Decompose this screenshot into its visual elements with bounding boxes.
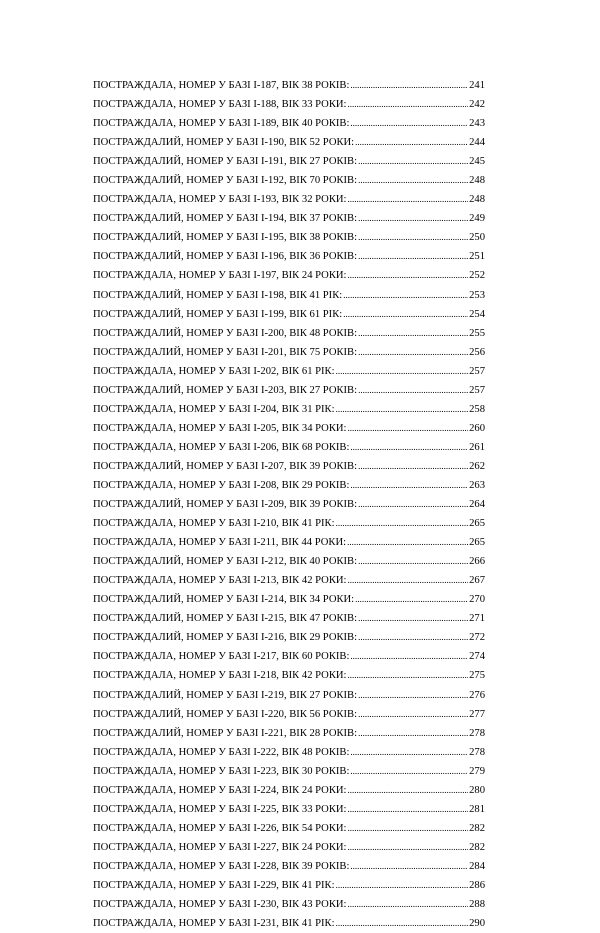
toc-entry[interactable] <box>93 590 485 609</box>
toc-entry-label: ПОСТРАЖДАЛИЙ, НОМЕР У БАЗІ І-195, ВІК 38 РОКІВ: <box>93 232 358 244</box>
dot-leader <box>350 476 468 495</box>
toc-entry-label: ПОСТРАЖДАЛИЙ, НОМЕР У БАЗІ І-190, ВІК 52 РОКИ: <box>93 137 355 149</box>
toc-entry-page-number: 290 <box>469 918 485 930</box>
dot-leader <box>358 724 468 743</box>
toc-entry-label: ПОСТРАЖДАЛА, НОМЕР У БАЗІ І-193, ВІК 32 РОКИ: <box>93 194 347 206</box>
dot-leader <box>347 819 468 838</box>
toc-entry-page-number: 262 <box>469 460 485 472</box>
toc-entry-label: ПОСТРАЖДАЛА, НОМЕР У БАЗІ І-188, ВІК 33 РОКИ: <box>93 99 347 111</box>
toc-entry[interactable] <box>93 724 485 743</box>
dot-leader <box>358 343 468 362</box>
toc-entry-label: ПОСТРАЖДАЛИЙ, НОМЕР У БАЗІ І-191, ВІК 27 РОКІВ: <box>93 156 358 168</box>
toc-entry[interactable] <box>93 171 485 190</box>
toc-entry[interactable] <box>93 228 485 247</box>
toc-entry[interactable] <box>93 914 485 933</box>
dot-leader <box>350 743 468 762</box>
toc-entry[interactable] <box>93 609 485 628</box>
toc-entry-page-number: 265 <box>469 518 485 530</box>
toc-entry-label: ПОСТРАЖДАЛИЙ, НОМЕР У БАЗІ І-194, ВІК 37 РОКІВ: <box>93 213 358 225</box>
toc-entry-label: ПОСТРАЖДАЛА, НОМЕР У БАЗІ І-223, ВІК 30 РОКІВ: <box>93 765 350 777</box>
dot-leader <box>343 305 468 324</box>
toc-entry-label: ПОСТРАЖДАЛА, НОМЕР У БАЗІ І-211, ВІК 44 РОКИ: <box>93 537 347 549</box>
dot-leader <box>358 686 468 705</box>
toc-entry-page-number: 286 <box>469 879 485 891</box>
dot-leader <box>358 171 468 190</box>
toc-entry[interactable] <box>93 419 485 438</box>
dot-leader <box>347 838 468 857</box>
toc-entry-label: ПОСТРАЖДАЛА, НОМЕР У БАЗІ І-228, ВІК 39 РОКІВ: <box>93 860 350 872</box>
dot-leader <box>350 857 468 876</box>
toc-entry[interactable] <box>93 876 485 895</box>
toc-entry-label: ПОСТРАЖДАЛИЙ, НОМЕР У БАЗІ І-216, ВІК 29 РОКІВ: <box>93 632 358 644</box>
toc-entry-page-number: 276 <box>469 689 485 701</box>
toc-entry-page-number: 248 <box>469 194 485 206</box>
toc-entry[interactable] <box>93 762 485 781</box>
toc-entry-page-number: 277 <box>469 708 485 720</box>
toc-entry-page-number: 241 <box>469 80 485 91</box>
toc-entry[interactable] <box>93 895 485 914</box>
dot-leader <box>347 190 468 209</box>
toc-entry[interactable] <box>93 838 485 857</box>
toc-entry-label: ПОСТРАЖДАЛА, НОМЕР У БАЗІ І-204, ВІК 31 РІК: <box>93 403 335 415</box>
toc-entry-page-number: 255 <box>469 327 485 339</box>
toc-entry-label: ПОСТРАЖДАЛА, НОМЕР У БАЗІ І-224, ВІК 24 РОКИ: <box>93 784 347 796</box>
toc-entry-label: ПОСТРАЖДАЛА, НОМЕР У БАЗІ І-231, ВІК 41 РІК: <box>93 918 335 930</box>
toc-entry-page-number: 274 <box>469 651 485 663</box>
dot-leader <box>336 876 469 895</box>
toc-entry-page-number: 245 <box>469 156 485 168</box>
toc-entry-page-number: 250 <box>469 232 485 244</box>
toc-entry-label: ПОСТРАЖДАЛА, НОМЕР У БАЗІ І-217, ВІК 60 РОКІВ: <box>93 651 350 663</box>
toc-entry-page-number: 270 <box>469 594 485 606</box>
toc-entry-page-number: 279 <box>469 765 485 777</box>
dot-leader <box>350 76 468 95</box>
toc-entry[interactable] <box>93 95 485 114</box>
toc-entry-label: ПОСТРАЖДАЛА, НОМЕР У БАЗІ І-197, ВІК 24 РОКИ: <box>93 270 347 282</box>
toc-entry-label: ПОСТРАЖДАЛИЙ, НОМЕР У БАЗІ І-214, ВІК 34 РОКИ: <box>93 594 355 606</box>
dot-leader <box>358 628 468 647</box>
dot-leader <box>347 419 468 438</box>
dot-leader <box>336 914 469 933</box>
dot-leader <box>347 800 468 819</box>
toc-entry[interactable] <box>93 857 485 876</box>
dot-leader <box>358 228 468 247</box>
dot-leader <box>347 781 468 800</box>
toc-entry[interactable] <box>93 324 485 343</box>
toc-entry-page-number: 278 <box>469 727 485 739</box>
dot-leader <box>347 666 468 685</box>
dot-leader <box>350 114 468 133</box>
dot-leader <box>358 381 468 400</box>
dot-leader <box>358 324 468 343</box>
toc-entry-page-number: 280 <box>469 784 485 796</box>
toc-entry[interactable] <box>93 133 485 152</box>
toc-entry[interactable] <box>93 628 485 647</box>
toc-entry-label: ПОСТРАЖДАЛА, НОМЕР У БАЗІ І-230, ВІК 43 РОКИ: <box>93 899 347 911</box>
toc-entry-page-number: 249 <box>469 213 485 225</box>
toc-entry[interactable] <box>93 743 485 762</box>
dot-leader <box>347 571 468 590</box>
dot-leader <box>355 590 468 609</box>
toc-entry-page-number: 257 <box>469 384 485 396</box>
toc-entry-label: ПОСТРАЖДАЛА, НОМЕР У БАЗІ І-213, ВІК 42 РОКИ: <box>93 575 347 587</box>
toc-entry-label: ПОСТРАЖДАЛИЙ, НОМЕР У БАЗІ І-198, ВІК 41 РІК: <box>93 289 343 301</box>
dot-leader <box>358 247 468 266</box>
toc-entry-page-number: 263 <box>469 479 485 491</box>
toc-entry-label: ПОСТРАЖДАЛИЙ, НОМЕР У БАЗІ І-203, ВІК 27 РОКІВ: <box>93 384 358 396</box>
dot-leader <box>358 457 468 476</box>
dot-leader <box>358 552 468 571</box>
toc-entry-label: ПОСТРАЖДАЛИЙ, НОМЕР У БАЗІ І-192, ВІК 70 РОКІВ: <box>93 175 358 187</box>
toc-entry[interactable] <box>93 533 485 552</box>
toc-entry[interactable] <box>93 647 485 666</box>
dot-leader <box>343 286 468 305</box>
dot-leader <box>358 152 468 171</box>
dot-leader <box>355 133 468 152</box>
toc-entry-label: ПОСТРАЖДАЛА, НОМЕР У БАЗІ І-202, ВІК 61 РІК: <box>93 365 335 377</box>
toc-entry[interactable] <box>93 381 485 400</box>
dot-leader <box>336 400 469 419</box>
toc-entry-label: ПОСТРАЖДАЛИЙ, НОМЕР У БАЗІ І-209, ВІК 39 РОКІВ: <box>93 499 358 511</box>
dot-leader <box>347 266 468 285</box>
toc-entry-label: ПОСТРАЖДАЛА, НОМЕР У БАЗІ І-229, ВІК 41 РІК: <box>93 879 335 891</box>
toc-entry[interactable] <box>93 152 485 171</box>
toc-entry-page-number: 264 <box>469 499 485 511</box>
dot-leader <box>350 647 468 666</box>
toc-entry[interactable] <box>93 190 485 209</box>
dot-leader <box>350 438 468 457</box>
toc-entry-page-number: 242 <box>469 99 485 111</box>
dot-leader <box>358 609 468 628</box>
toc-entry-page-number: 284 <box>469 860 485 872</box>
toc-entry-label: ПОСТРАЖДАЛИЙ, НОМЕР У БАЗІ І-221, ВІК 28 РОКІВ: <box>93 727 358 739</box>
toc-entry-page-number: 267 <box>469 575 485 587</box>
toc-entry[interactable] <box>93 76 485 95</box>
toc-entry[interactable] <box>93 781 485 800</box>
toc-entry[interactable] <box>93 495 485 514</box>
toc-entry-page-number: 261 <box>469 441 485 453</box>
toc-entry-label: ПОСТРАЖДАЛА, НОМЕР У БАЗІ І-218, ВІК 42 РОКИ: <box>93 670 347 682</box>
toc-entry-label: ПОСТРАЖДАЛА, НОМЕР У БАЗІ І-227, ВІК 24 РОКИ: <box>93 841 347 853</box>
toc-entry-page-number: 271 <box>469 613 485 625</box>
dot-leader <box>336 362 469 381</box>
toc-entry-page-number: 257 <box>469 365 485 377</box>
toc-entry[interactable] <box>93 686 485 705</box>
toc-entry-page-number: 254 <box>469 308 485 320</box>
toc-entry[interactable] <box>93 514 485 533</box>
dot-leader <box>347 533 468 552</box>
toc-entry[interactable] <box>93 705 485 724</box>
toc-entry-label: ПОСТРАЖДАЛА, НОМЕР У БАЗІ І-225, ВІК 33 РОКИ: <box>93 803 347 815</box>
toc-entry-page-number: 266 <box>469 556 485 568</box>
dot-leader <box>347 895 468 914</box>
toc-entry-label: ПОСТРАЖДАЛИЙ, НОМЕР У БАЗІ І-219, ВІК 27 РОКІВ: <box>93 689 358 701</box>
toc-entry-page-number: 265 <box>469 537 485 549</box>
dot-leader <box>336 514 469 533</box>
toc-entry[interactable] <box>93 114 485 133</box>
toc-entry[interactable] <box>93 400 485 419</box>
toc-entry-page-number: 282 <box>469 822 485 834</box>
toc-entry[interactable] <box>93 286 485 305</box>
toc-entry[interactable] <box>93 457 485 476</box>
toc-entry-label: ПОСТРАЖДАЛИЙ, НОМЕР У БАЗІ І-201, ВІК 75 РОКІВ: <box>93 346 358 358</box>
toc-entry-label: ПОСТРАЖДАЛИЙ, НОМЕР У БАЗІ І-207, ВІК 39 РОКІВ: <box>93 460 358 472</box>
toc-entry-page-number: 272 <box>469 632 485 644</box>
toc-entry[interactable] <box>93 552 485 571</box>
toc-entry-page-number: 281 <box>469 803 485 815</box>
table-of-contents <box>93 76 485 933</box>
toc-entry[interactable] <box>93 571 485 590</box>
toc-entry-label: ПОСТРАЖДАЛИЙ, НОМЕР У БАЗІ І-200, ВІК 48 РОКІВ: <box>93 327 358 339</box>
toc-entry[interactable] <box>93 343 485 362</box>
dot-leader <box>358 705 468 724</box>
dot-leader <box>358 209 468 228</box>
toc-entry-label: ПОСТРАЖДАЛА, НОМЕР У БАЗІ І-226, ВІК 54 РОКИ: <box>93 822 347 834</box>
toc-entry-page-number: 251 <box>469 251 485 263</box>
toc-entry-label: ПОСТРАЖДАЛА, НОМЕР У БАЗІ І-210, ВІК 41 РІК: <box>93 518 335 530</box>
toc-entry-page-number: 282 <box>469 841 485 853</box>
toc-entry[interactable] <box>93 209 485 228</box>
toc-entry-label: ПОСТРАЖДАЛИЙ, НОМЕР У БАЗІ І-196, ВІК 36 РОКІВ: <box>93 251 358 263</box>
toc-entry-label: ПОСТРАЖДАЛИЙ, НОМЕР У БАЗІ І-215, ВІК 47 РОКІВ: <box>93 613 358 625</box>
toc-entry[interactable] <box>93 247 485 266</box>
toc-entry-label: ПОСТРАЖДАЛИЙ, НОМЕР У БАЗІ І-212, ВІК 40 РОКІВ: <box>93 556 358 568</box>
toc-entry-label: ПОСТРАЖДАЛА, НОМЕР У БАЗІ І-205, ВІК 34 РОКИ: <box>93 422 347 434</box>
toc-entry-label: ПОСТРАЖДАЛА, НОМЕР У БАЗІ І-208, ВІК 29 РОКІВ: <box>93 479 350 491</box>
toc-entry-label: ПОСТРАЖДАЛА, НОМЕР У БАЗІ І-206, ВІК 68 РОКІВ: <box>93 441 350 453</box>
toc-entry-page-number: 260 <box>469 422 485 434</box>
toc-entry-label: ПОСТРАЖДАЛИЙ, НОМЕР У БАЗІ І-220, ВІК 56 РОКІВ: <box>93 708 358 720</box>
toc-entry-page-number: 288 <box>469 899 485 911</box>
toc-entry[interactable] <box>93 800 485 819</box>
toc-entry-page-number: 258 <box>469 403 485 415</box>
dot-leader <box>350 762 468 781</box>
dot-leader <box>358 495 468 514</box>
toc-entry[interactable] <box>93 266 485 285</box>
toc-entry-page-number: 252 <box>469 270 485 282</box>
toc-entry-page-number: 243 <box>469 118 485 130</box>
toc-entry-label: ПОСТРАЖДАЛИЙ, НОМЕР У БАЗІ І-199, ВІК 61 РІК: <box>93 308 343 320</box>
toc-entry-page-number: 275 <box>469 670 485 682</box>
toc-entry-label: ПОСТРАЖДАЛА, НОМЕР У БАЗІ І-187, ВІК 38 РОКІВ: <box>93 80 350 91</box>
toc-entry-page-number: 256 <box>469 346 485 358</box>
toc-entry[interactable] <box>93 666 485 685</box>
toc-entry-label: ПОСТРАЖДАЛА, НОМЕР У БАЗІ І-189, ВІК 40 РОКІВ: <box>93 118 350 130</box>
toc-entry-label: ПОСТРАЖДАЛА, НОМЕР У БАЗІ І-222, ВІК 48 РОКІВ: <box>93 746 350 758</box>
toc-entry[interactable] <box>93 476 485 495</box>
dot-leader <box>347 95 468 114</box>
toc-entry[interactable] <box>93 819 485 838</box>
toc-entry-page-number: 253 <box>469 289 485 301</box>
toc-entry[interactable] <box>93 438 485 457</box>
toc-entry-page-number: 278 <box>469 746 485 758</box>
toc-entry[interactable] <box>93 362 485 381</box>
toc-entry[interactable] <box>93 305 485 324</box>
toc-entry-page-number: 248 <box>469 175 485 187</box>
toc-entry-page-number: 244 <box>469 137 485 149</box>
